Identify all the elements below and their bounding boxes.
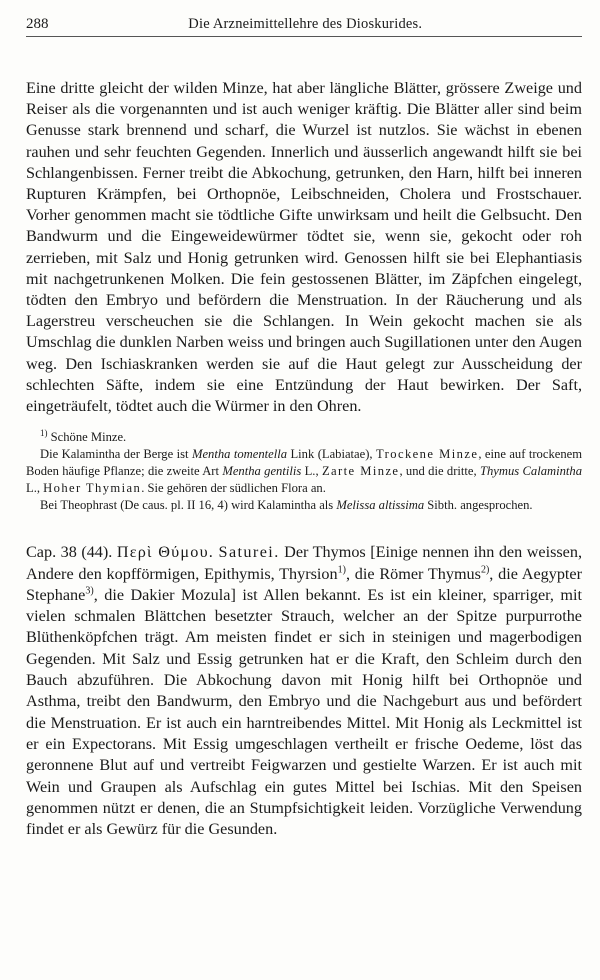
chapter-number: Cap. 38 (44). — [26, 543, 113, 562]
footnote-text: Sibth. angesprochen. — [424, 498, 533, 513]
greek-title: Περὶ Θύμου. — [116, 543, 215, 562]
footnote-text: . Sie gehören der südlichen Flora an. — [141, 481, 326, 496]
latin-title: Saturei. — [218, 543, 280, 562]
footnote-text: Schöne Minze. — [50, 430, 127, 445]
footnote-text: , eine auf trockenem Boden häufige Pflanze; die zweite Art — [26, 447, 583, 479]
species-name: Melissa altissima — [336, 498, 425, 513]
common-name: Trockene Minze — [376, 447, 479, 462]
common-name: Zarte Minze — [321, 464, 400, 479]
page-number: 288 — [26, 16, 49, 32]
footnote-text: Die Kalamintha der Berge ist — [40, 447, 192, 462]
running-title: Die Arzneimittellehre des Dioskurides. — [188, 16, 423, 32]
chapter-text: Der Thymos [Einige nennen ihn den weissen, Andere den kopfförmigen, Epithymis, Thyrsion — [26, 543, 582, 583]
page — [26, 16, 582, 840]
species-name: Mentha gentilis — [222, 464, 302, 479]
chapter-section — [26, 542, 582, 840]
footnote-ref: 1) — [337, 564, 346, 576]
footnote-2 — [26, 446, 582, 497]
footnote-marker: 1) — [40, 428, 48, 439]
page-header — [26, 16, 582, 37]
footnote-3 — [26, 497, 582, 514]
footnote-text: L., — [26, 481, 44, 496]
footnote-text: Link (Labiatae), — [287, 447, 377, 462]
footnote-1 — [26, 429, 582, 446]
species-name: Thymus Calamintha — [479, 464, 582, 479]
chapter-paragraph — [26, 542, 582, 840]
footnote-ref: 2) — [480, 564, 490, 576]
footnote-text: L., — [301, 464, 322, 479]
footnote-text: , und die dritte, — [399, 464, 480, 479]
chapter-text: , die Aegypter Stephane — [26, 564, 582, 604]
chapter-text: , die Römer Thymus — [345, 564, 481, 583]
footnotes — [26, 429, 582, 514]
body-paragraph: Eine dritte gleicht der wilden Minze, hat aber längliche Blätter, grössere Zweige und Reiser als die vorgenannten und ist auch weniger kräftig. Die Blätter aller sind beim Genusse stark brennend und scharf, die Wurzel ist nutzlos. Sie wächst in ebenen rauhen und sehr feuchten Gegenden. Innerlich und äusserlich angewandt hilft sie bei Schlangenbissen. Ferner treibt die Abkochung, getrunken, den Harn, hilft bei inneren Rupturen Krämpfen, bei Orthopnöe, Leibschneiden, Cholera und Frostschauer. Vorher genommen macht sie tödtliche Gifte unwirksam und heilt die Gelbsucht. Den Bandwurm und die Eingeweidewürmer tödtet sie, wenn sie, gekocht oder roh zerrieben, mit Salz und Honig getrunken wird. Genossen hilft sie bei Elephantiasis mit nachgetrunkenen Molken. Die fein gestossenen Blätter, im Zäpfchen eingelegt, tödten den Embryo und befördern die Menstruation. In der Räucherung und als Lagerstreu verscheuchen sie die Schlangen. In Wein gekocht machen sie als Umschlag die dunklen Narben weiss und bringen auch Sugillationen unter den Augen weg. Den Ischiaskranken werden sie auf die Haut gelegt zur Ausscheidung der schlechten Säfte, indem sie eine Entzündung der Haut bewirken. Der Saft, eingeträufelt, tödtet auch die Würmer in den Ohren. — [26, 79, 582, 416]
footnote-ref: 3) — [85, 585, 94, 597]
common-name: Hoher Thymian — [43, 481, 142, 496]
species-name: Mentha tomentella — [191, 447, 288, 462]
footnote-text: Bei Theophrast (De caus. pl. II 16, 4) wird Kalamintha als — [40, 498, 337, 513]
chapter-text: , die Dakier Mozula] ist Allen bekannt. Es ist ein kleiner, sparriger, mit vielen schmalen Blättchen besetzter Strauch, welcher an der Spitze purpurrothe Blüthenköpfchen trägt. Am meisten findet er sich in steinigen und magerbodigen Gegenden. Mit Salz und Essig getrunken hat er die Kraft, den Schleim durch den Bauch abzuführen. Die Abkochung davon mit Honig hilft bei Orthopnöe und Asthma, treibt den Bandwurm, den Embryo und die Nachgeburt aus und befördert die Menstruation. Er ist auch ein harntreibendes Mittel. Mit Honig als Leckmittel ist er ein Expectorans. Mit Essig umgeschlagen vertheilt er frische Oedeme, löst das geronnene Blut auf und vertreibt Feigwarzen und gestielte Warzen. Er ist auch mit Wein und Graupen als Aufschlag ein gutes Mittel bei Ischias. Mit den Speisen genommen nützt er denen, die an Stumpfsichtigkeit leiden. Vorzügliche Verwendung findet er als Gewürz für die Gesunden. — [26, 585, 582, 839]
